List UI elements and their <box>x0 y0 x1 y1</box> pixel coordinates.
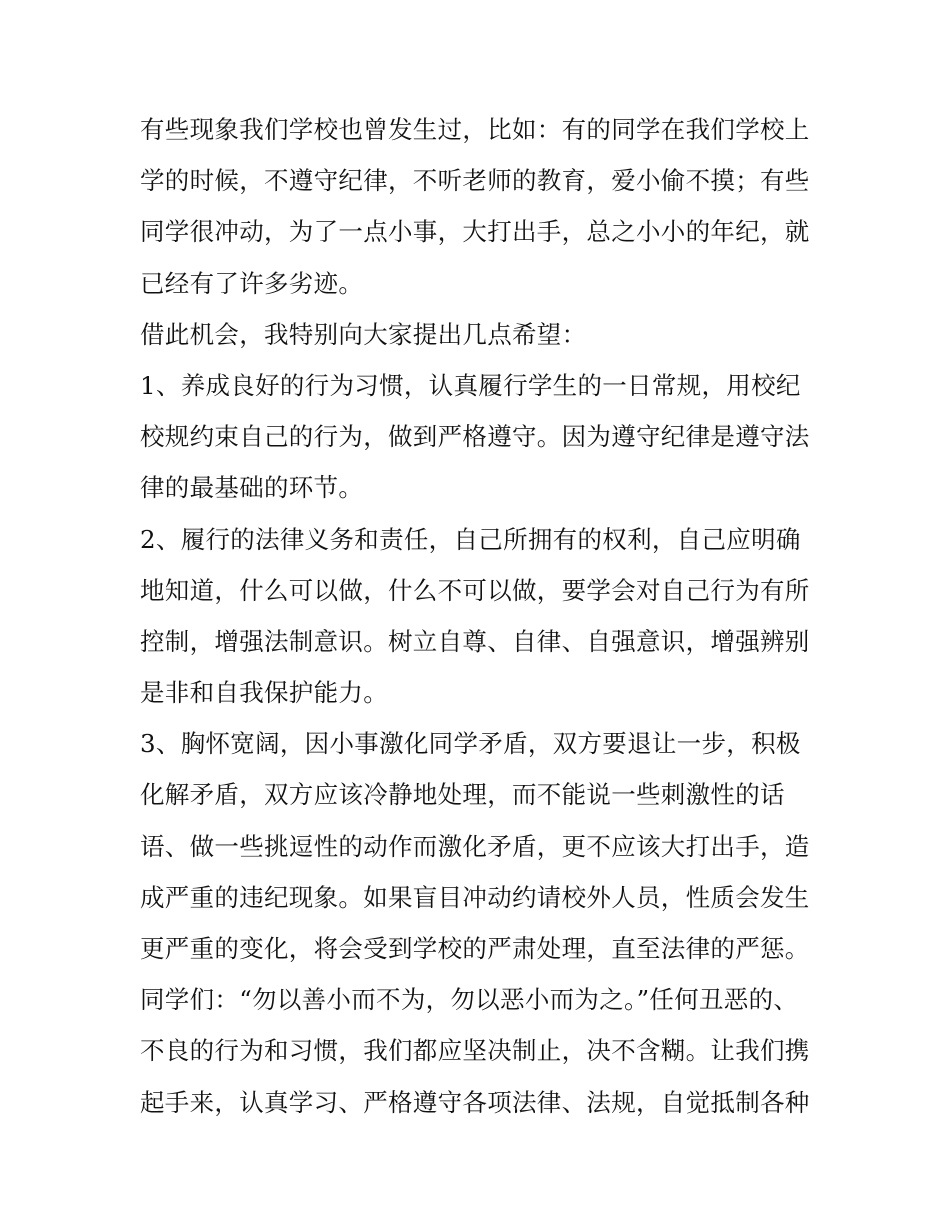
text-line: 律的最基础的环节。 <box>140 473 364 503</box>
text-line: 成严重的违纪现象。如果盲目冲动约请校外人员，性质会发生 <box>140 882 810 912</box>
text-line: 是非和自我保护能力。 <box>140 678 388 708</box>
text-line: 有些现象我们学校也曾发生过，比如：有的同学在我们学校上 <box>140 115 810 144</box>
text-line: 3、胸怀宽阔，因小事激化同学矛盾，双方要退让一步，积极 <box>140 729 801 759</box>
text-line: 语、做一些挑逗性的动作而激化矛盾，更不应该大打出手，造 <box>140 831 810 861</box>
text-line: 不良的行为和习惯，我们都应坚决制止，决不含糊。让我们携 <box>140 1036 810 1066</box>
text-line: 借此机会，我特别向大家提出几点希望： <box>140 319 587 349</box>
text-line: 地知道，什么可以做，什么不可以做，要学会对自己行为有所 <box>140 575 810 605</box>
text-line: 化解矛盾，双方应该冷静地处理，而不能说一些刺激性的话 <box>140 780 785 810</box>
body-text <box>140 104 820 1128</box>
text-line: 学的时候，不遵守纪律，不听老师的教育，爱小偷不摸；有些 <box>140 166 810 196</box>
text-line: 更严重的变化，将会受到学校的严肃处理，直至法律的严惩。 <box>140 934 810 963</box>
text-line: 同学们：“勿以善小而不为，勿以恶小而为之。”任何丑恶的、 <box>140 985 799 1015</box>
text-line: 1、养成良好的行为习惯，认真履行学生的一日常规，用校纪 <box>140 370 801 400</box>
text-line: 已经有了许多劣迹。 <box>140 268 364 298</box>
text-line: 起手来，认真学习、严格遵守各项法律、法规，自觉抵制各种 <box>140 1087 810 1117</box>
text-line: 同学很冲动，为了一点小事，大打出手，总之小小的年纪，就 <box>140 217 810 247</box>
text-line: 校规约束自己的行为，做到严格遵守。因为遵守纪律是遵守法 <box>140 422 810 452</box>
text-line: 2、履行的法律义务和责任，自己所拥有的权利，自己应明确 <box>140 524 801 554</box>
text-line: 控制，增强法制意识。树立自尊、自律、自强意识，增强辨别 <box>140 626 810 656</box>
